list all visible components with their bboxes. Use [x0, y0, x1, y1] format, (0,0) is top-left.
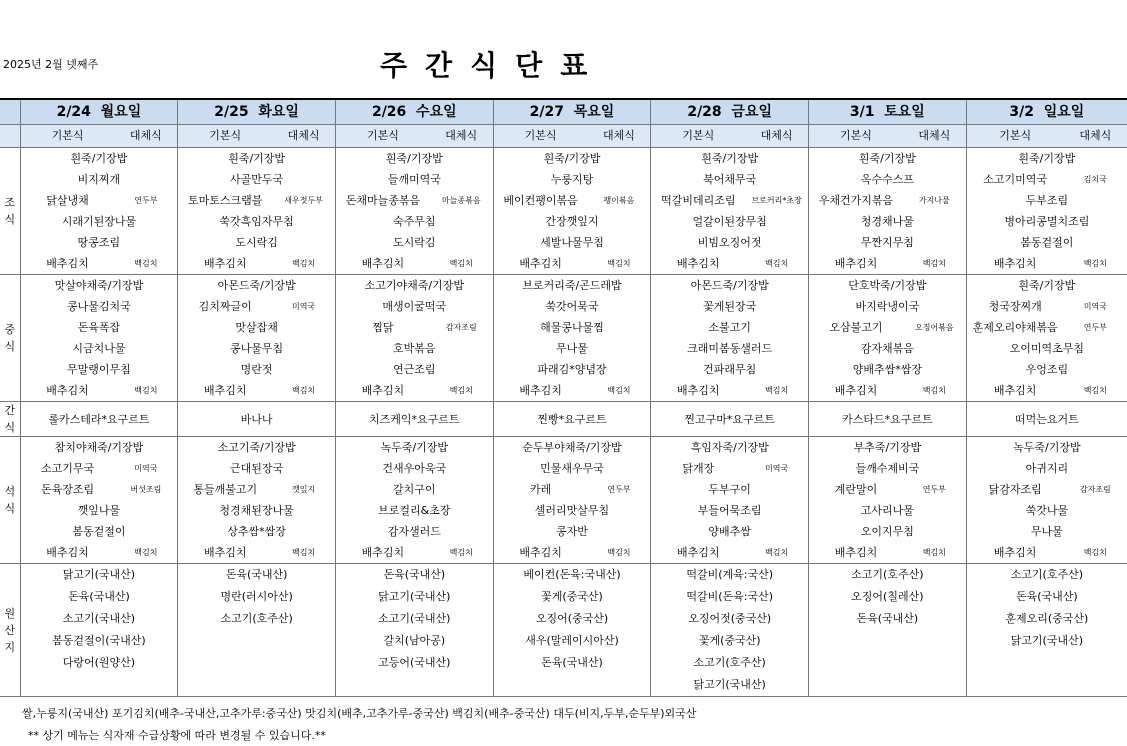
menu-item: 베이컨팽이볶음	[493, 190, 587, 211]
day-date: 2/24	[56, 104, 91, 120]
origin-item: 닭고기(국내산)	[20, 564, 178, 587]
menu-item: 치즈케익*요구르트	[335, 402, 493, 437]
menu-row	[0, 437, 1127, 459]
alt-menu-item: 백김치	[449, 386, 473, 395]
alt-menu-item: 감자조림	[445, 323, 477, 332]
basic-label: 기본식	[651, 125, 745, 148]
menu-item: 배추김치	[20, 380, 114, 402]
menu-item: 콩나물김치국	[20, 296, 178, 317]
menu-item: 찐고구마*요구르트	[651, 402, 809, 437]
origin-note: 쌀,누룽지(국내산) 포기김치(배추-국내산,고추가루:중국산) 맛김치(배추,고추가루-중국산) 백김치(배추-중국산) 대두(비지,두부,순두부)외국산	[22, 707, 697, 720]
menu-item: 들깨수제비국	[809, 458, 967, 479]
origin-item	[178, 630, 336, 652]
origin-item: 돈육(국내산)	[178, 564, 336, 587]
menu-item: 통들깨불고기	[178, 479, 272, 500]
menu-item: 시래기된장나물	[20, 211, 178, 232]
menu-item: 소고기죽/기장밥	[178, 437, 336, 459]
menu-item: 봄동겉절이	[966, 232, 1127, 253]
origin-item: 새우(말레이시아산)	[493, 630, 651, 652]
menu-item: 쑥갓나물	[966, 500, 1127, 521]
menu-item: 도시락김	[178, 232, 336, 253]
alt-label: 대체식	[114, 125, 177, 148]
week-label: 2025년 2월 넷째주	[3, 58, 99, 71]
menu-item: 배추김치	[651, 542, 745, 564]
menu-item: 바지락냉이국	[809, 296, 967, 317]
menu-item: 배추김치	[20, 542, 114, 564]
menu-item: 숙주무침	[335, 211, 493, 232]
menu-row	[0, 296, 1127, 317]
origin-item	[335, 674, 493, 697]
menu-item: 양배추쌈	[651, 521, 809, 542]
origin-item: 오징어(칠레산)	[809, 586, 967, 608]
origin-row	[0, 630, 1127, 652]
day-date: 3/2	[1009, 104, 1034, 120]
menu-item: 오이미역초무침	[966, 338, 1127, 359]
menu-row	[0, 500, 1127, 521]
alt-menu-item: 백김치	[134, 386, 158, 395]
origin-item: 돈육(국내산)	[20, 586, 178, 608]
menu-item: 크래미봄동샐러드	[651, 338, 809, 359]
alt-menu-item: 미역국	[134, 464, 158, 473]
menu-item: 근대된장국	[178, 458, 336, 479]
menu-item: 쑥갓흑임자무침	[178, 211, 336, 232]
alt-menu-item: 백김치	[922, 386, 946, 395]
menu-item: 흰죽/기장밥	[966, 275, 1127, 297]
menu-item: 계란말이	[809, 479, 903, 500]
menu-item: 콩자반	[493, 521, 651, 542]
origin-item: 소고기(호주산)	[966, 564, 1127, 587]
menu-item: 닭감자조림	[966, 479, 1063, 500]
menu-item: 부추죽/기장밥	[809, 437, 967, 459]
menu-item: 돈육장조림	[20, 479, 114, 500]
alt-menu-item: 백김치	[291, 259, 316, 268]
day-weekday: 월요일	[100, 104, 142, 120]
origin-item	[493, 674, 651, 697]
origin-item: 소고기(국내산)	[20, 608, 178, 630]
day-header	[966, 99, 1127, 125]
alt-label: 대체식	[1064, 125, 1127, 148]
day-header-row	[0, 99, 1127, 125]
menu-item: 시금치나물	[20, 338, 178, 359]
menu-item: 오삼불고기	[809, 317, 903, 338]
menu-item: 청경채나물	[809, 211, 967, 232]
alt-menu-item: 백김치	[1083, 548, 1107, 557]
menu-item: 김치짜글이	[178, 296, 272, 317]
menu-item: 땅콩조림	[20, 232, 178, 253]
menu-row	[0, 542, 1127, 564]
day-weekday: 화요일	[258, 104, 299, 120]
origin-item: 닭고기(국내산)	[651, 674, 809, 697]
menu-item: 떠먹는요거트	[966, 402, 1127, 437]
menu-row	[0, 190, 1127, 211]
alt-menu-item: 백김치	[291, 548, 316, 557]
menu-item: 누룽지탕	[493, 169, 651, 190]
menu-item: 배추김치	[493, 253, 587, 275]
menu-item: 흰죽/기장밥	[335, 148, 493, 170]
menu-item: 흰죽/기장밥	[493, 148, 651, 170]
menu-item: 흰죽/기장밥	[966, 148, 1127, 170]
alt-menu-item: 감자조림	[1079, 485, 1111, 494]
origin-item: 소고기(호주산)	[178, 608, 336, 630]
day-weekday: 일요일	[1043, 104, 1085, 120]
menu-item: 갈치구이	[335, 479, 493, 500]
corner-cell	[0, 99, 20, 125]
day-weekday: 목요일	[573, 104, 615, 120]
section-label: 조식	[0, 148, 20, 275]
menu-item: 돈채마늘종볶음	[335, 190, 429, 211]
origin-item	[178, 674, 336, 697]
origin-item: 봄동겉절이(국내산)	[20, 630, 178, 652]
origin-item: 명란(러시아산)	[178, 586, 336, 608]
menu-item: 오이지무침	[809, 521, 967, 542]
menu-item: 토마토스크램블	[178, 190, 272, 211]
menu-item: 배추김치	[966, 542, 1063, 564]
menu-item: 배추김치	[335, 380, 429, 402]
menu-item: 비지찌개	[20, 169, 178, 190]
menu-item: 들깨미역국	[335, 169, 493, 190]
alt-menu-item: 깻잎지	[291, 485, 316, 494]
origin-item	[966, 652, 1127, 674]
alt-menu-item: 백김치	[134, 259, 158, 268]
menu-row	[0, 402, 1127, 437]
basic-label: 기본식	[493, 125, 587, 148]
menu-item: 파래김*양념장	[493, 359, 651, 380]
day-header	[335, 99, 493, 125]
alt-menu-item: 미역국	[291, 302, 316, 311]
alt-menu-item: 백김치	[922, 259, 946, 268]
day-header	[20, 99, 178, 125]
menu-item: 간장깻잎지	[493, 211, 651, 232]
alt-menu-item: 연두부	[1083, 323, 1107, 332]
alt-label: 대체식	[903, 125, 966, 148]
alt-menu-item: 백김치	[765, 386, 789, 395]
alt-menu-item: 연두부	[134, 196, 158, 205]
alt-label: 대체식	[588, 125, 651, 148]
sub-header-row	[0, 125, 1127, 148]
basic-label: 기본식	[178, 125, 272, 148]
menu-row	[0, 169, 1127, 190]
menu-item: 아몬드죽/기장밥	[178, 275, 336, 297]
menu-item: 배추김치	[493, 542, 587, 564]
origin-item: 다랑어(원양산)	[20, 652, 178, 674]
origin-item: 꽃게(중국산)	[493, 586, 651, 608]
origin-item: 돈육(국내산)	[966, 586, 1127, 608]
menu-item: 청국장찌개	[966, 296, 1063, 317]
corner-cell	[0, 125, 20, 148]
menu-item: 배추김치	[178, 380, 272, 402]
basic-label: 기본식	[809, 125, 903, 148]
menu-item: 상추쌈*쌈장	[178, 521, 336, 542]
day-header	[809, 99, 967, 125]
menu-item: 맛살야채죽/기장밥	[20, 275, 178, 297]
alt-menu-item: 가지나물	[918, 196, 950, 205]
alt-menu-item: 백김치	[291, 386, 316, 395]
menu-table	[0, 98, 1127, 697]
menu-item: 북어채무국	[651, 169, 809, 190]
alt-menu-item: 백김치	[134, 548, 158, 557]
alt-label: 대체식	[745, 125, 808, 148]
menu-item: 부들어묵조림	[651, 500, 809, 521]
menu-row	[0, 521, 1127, 542]
menu-item: 배추김치	[20, 253, 114, 275]
origin-item: 떡갈비(돈육:국산)	[651, 586, 809, 608]
change-notice: ** 상기 메뉴는 식자재 수급상황에 따라 변경될 수 있습니다.**	[28, 729, 326, 742]
menu-item: 고사리나물	[809, 500, 967, 521]
menu-item: 녹두죽/기장밥	[335, 437, 493, 459]
menu-item: 찜닭	[335, 317, 429, 338]
origin-row	[0, 674, 1127, 697]
menu-item: 감자샐러드	[335, 521, 493, 542]
menu-item: 건새우아욱국	[335, 458, 493, 479]
menu-item: 도시락김	[335, 232, 493, 253]
menu-item: 배추김치	[178, 542, 272, 564]
menu-item: 건파래무침	[651, 359, 809, 380]
origin-row	[0, 608, 1127, 630]
menu-item: 흑임자죽/기장밥	[651, 437, 809, 459]
menu-item: 소고기무국	[20, 458, 114, 479]
origin-item	[966, 674, 1127, 697]
alt-menu-item: 백김치	[922, 548, 946, 557]
day-weekday: 수요일	[416, 104, 457, 120]
basic-label: 기본식	[335, 125, 429, 148]
menu-item: 무나물	[493, 338, 651, 359]
day-weekday: 금요일	[731, 104, 772, 120]
menu-item: 콩나물무침	[178, 338, 336, 359]
menu-item: 찐빵*요구르트	[493, 402, 651, 437]
origin-item: 베이컨(돈육:국내산)	[493, 564, 651, 587]
day-weekday: 토요일	[884, 104, 925, 120]
alt-menu-item: 백김치	[449, 259, 473, 268]
menu-item: 배추김치	[809, 253, 903, 275]
alt-menu-item: 백김치	[607, 386, 631, 395]
menu-item: 배추김치	[966, 253, 1063, 275]
origin-row	[0, 652, 1127, 674]
alt-menu-item: 미역국	[1083, 302, 1107, 311]
menu-item: 배추김치	[335, 253, 429, 275]
alt-menu-item: 백김치	[607, 259, 631, 268]
menu-row	[0, 275, 1127, 297]
day-date: 2/26	[371, 104, 407, 120]
origin-row	[0, 586, 1127, 608]
origin-item: 갈치(남아공)	[335, 630, 493, 652]
menu-item: 깻잎나물	[20, 500, 178, 521]
menu-item: 배추김치	[178, 253, 272, 275]
menu-item: 카레	[493, 479, 587, 500]
menu-item: 우채건가지볶음	[809, 190, 903, 211]
day-header	[493, 99, 651, 125]
origin-item: 돈육(국내산)	[809, 608, 967, 630]
menu-item: 브로커리죽/곤드레밥	[493, 275, 651, 297]
alt-menu-item: 연두부	[607, 485, 631, 494]
basic-label: 기본식	[20, 125, 114, 148]
menu-item: 녹두죽/기장밥	[966, 437, 1127, 459]
origin-item	[20, 674, 178, 697]
menu-item: 무짠지무침	[809, 232, 967, 253]
menu-item: 셀러리맛살무침	[493, 500, 651, 521]
origin-item: 돈육(국내산)	[493, 652, 651, 674]
alt-menu-item: 백김치	[607, 548, 631, 557]
menu-item: 양배추쌈*쌈장	[809, 359, 967, 380]
origin-item: 돈육(국내산)	[335, 564, 493, 587]
menu-item: 소고기야채죽/기장밥	[335, 275, 493, 297]
alt-menu-item: 버섯조림	[130, 485, 162, 494]
alt-label: 대체식	[430, 125, 493, 148]
menu-item: 롤카스테라*요구르트	[20, 402, 178, 437]
menu-item: 아몬드죽/기장밥	[651, 275, 809, 297]
menu-item: 명란젓	[178, 359, 336, 380]
menu-item: 바나나	[178, 402, 336, 437]
alt-menu-item: 마늘종볶음	[441, 196, 481, 205]
menu-item: 무말랭이무침	[20, 359, 178, 380]
menu-item: 단호박죽/기장밥	[809, 275, 967, 297]
alt-label: 대체식	[272, 125, 335, 148]
basic-label: 기본식	[966, 125, 1063, 148]
origin-item: 꽃게(중국산)	[651, 630, 809, 652]
menu-item: 감자채볶음	[809, 338, 967, 359]
origin-item: 오징어(중국산)	[493, 608, 651, 630]
menu-item: 봄동겉절이	[20, 521, 178, 542]
section-label: 중식	[0, 275, 20, 402]
menu-item: 우엉조림	[966, 359, 1127, 380]
menu-item: 꽃게된장국	[651, 296, 809, 317]
menu-row	[0, 458, 1127, 479]
menu-item: 떡갈비데리조림	[651, 190, 745, 211]
menu-item: 청경채된장나물	[178, 500, 336, 521]
menu-row	[0, 211, 1127, 232]
origin-item: 닭고기(국내산)	[966, 630, 1127, 652]
menu-row	[0, 253, 1127, 275]
origin-item: 훈제오리(중국산)	[966, 608, 1127, 630]
menu-row	[0, 232, 1127, 253]
page-title: 주간식단표	[380, 49, 606, 82]
origin-item: 닭고기(국내산)	[335, 586, 493, 608]
menu-item: 닭개장	[651, 458, 745, 479]
menu-item: 참치야채죽/기장밥	[20, 437, 178, 459]
menu-item: 흰죽/기장밥	[651, 148, 809, 170]
menu-item: 순두부야채죽/기장밥	[493, 437, 651, 459]
menu-item: 돈육폭잡	[20, 317, 178, 338]
menu-item: 배추김치	[493, 380, 587, 402]
alt-menu-item: 브로커리*초장	[751, 196, 802, 205]
alt-menu-item: 백김치	[449, 548, 473, 557]
menu-item: 배추김치	[809, 542, 903, 564]
menu-item: 세발나물무침	[493, 232, 651, 253]
menu-item: 배추김치	[651, 253, 745, 275]
day-date: 2/28	[687, 104, 722, 120]
alt-menu-item: 연두부	[922, 485, 946, 494]
menu-item: 배추김치	[966, 380, 1063, 402]
menu-row	[0, 380, 1127, 402]
menu-row	[0, 317, 1127, 338]
menu-row	[0, 359, 1127, 380]
origin-row	[0, 564, 1127, 587]
alt-menu-item: 김치국	[1083, 175, 1107, 184]
origin-item	[809, 652, 967, 674]
menu-item: 옥수수스프	[809, 169, 967, 190]
menu-item: 브로컬리&초장	[335, 500, 493, 521]
origin-item	[809, 674, 967, 697]
origin-item: 고등어(국내산)	[335, 652, 493, 674]
origin-item: 소고기(국내산)	[335, 608, 493, 630]
alt-menu-item: 백김치	[1083, 386, 1107, 395]
menu-item: 흰죽/기장밥	[178, 148, 336, 170]
menu-item: 흰죽/기장밥	[20, 148, 178, 170]
menu-item: 무나물	[966, 521, 1127, 542]
alt-menu-item: 오징어볶음	[914, 323, 954, 332]
origin-item	[809, 630, 967, 652]
origin-item	[178, 652, 336, 674]
menu-item: 쑥갓어묵국	[493, 296, 651, 317]
menu-item: 아귀지리	[966, 458, 1127, 479]
menu-item: 흰죽/기장밥	[809, 148, 967, 170]
section-label: 석식	[0, 437, 20, 564]
section-label: 간식	[0, 402, 20, 437]
menu-item: 사골만두국	[178, 169, 336, 190]
origin-item: 떡갈비(계육:국산)	[651, 564, 809, 587]
alt-menu-item: 백김치	[1083, 259, 1107, 268]
menu-item: 배추김치	[335, 542, 429, 564]
alt-menu-item: 미역국	[765, 464, 789, 473]
alt-menu-item: 팽이볶음	[603, 196, 635, 205]
menu-item: 얼갈이된장무침	[651, 211, 809, 232]
menu-item: 배추김치	[651, 380, 745, 402]
menu-item: 맛살잡채	[178, 317, 336, 338]
menu-row	[0, 479, 1127, 500]
day-date: 2/25	[214, 104, 249, 120]
menu-row	[0, 338, 1127, 359]
origin-item: 소고기(호주산)	[651, 652, 809, 674]
menu-row	[0, 148, 1127, 170]
alt-menu-item: 새우젓두부	[284, 196, 323, 205]
origin-item: 오징어젓(중국산)	[651, 608, 809, 630]
section-label: 원산지	[0, 564, 20, 697]
day-header	[651, 99, 809, 125]
day-date: 3/1	[849, 104, 875, 120]
day-date: 2/27	[529, 104, 564, 120]
menu-item: 연근조림	[335, 359, 493, 380]
alt-menu-item: 백김치	[765, 259, 789, 268]
menu-item: 두부구이	[651, 479, 809, 500]
menu-item: 해물콩나물찜	[493, 317, 651, 338]
day-header	[178, 99, 336, 125]
menu-item: 호박볶음	[335, 338, 493, 359]
menu-item: 매생이굴떡국	[335, 296, 493, 317]
menu-item: 민물새우무국	[493, 458, 651, 479]
menu-item: 닭살냉채	[20, 190, 114, 211]
alt-menu-item: 백김치	[765, 548, 789, 557]
menu-item: 소고기미역국	[966, 169, 1063, 190]
menu-item: 훈제오리야채볶음	[966, 317, 1063, 338]
menu-item: 배추김치	[809, 380, 903, 402]
origin-item: 소고기(호주산)	[809, 564, 967, 587]
menu-item: 소불고기	[651, 317, 809, 338]
menu-item: 두부조림	[966, 190, 1127, 211]
menu-item: 카스타드*요구르트	[809, 402, 967, 437]
menu-item: 병아리콩멸치조림	[966, 211, 1127, 232]
menu-item: 비빔오징어젓	[651, 232, 809, 253]
